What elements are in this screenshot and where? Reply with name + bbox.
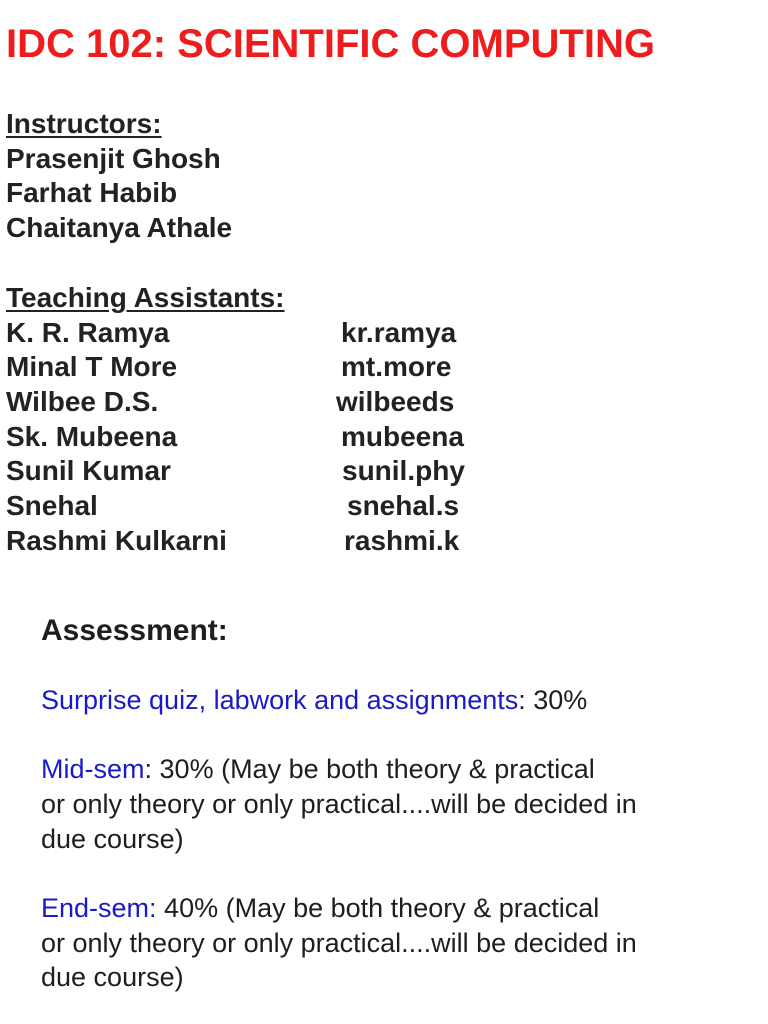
instructor-name: Farhat Habib [6, 177, 178, 209]
ta-id: rashmi.k [344, 524, 460, 556]
instructors-heading: Instructors: [6, 108, 162, 139]
ta-row [6, 316, 457, 351]
ta-row [6, 524, 460, 559]
instructors-section [6, 107, 232, 246]
ta-name: Snehal [6, 490, 98, 522]
assessment-item-quiz [41, 683, 741, 718]
assessment-text: 30% [533, 684, 588, 715]
ta-name: Minal T More [6, 351, 178, 383]
ta-name: Sk. Mubeena [6, 420, 178, 452]
ta-name: K. R. Ramya [6, 316, 170, 348]
ta-name: Rashmi Kulkarni [6, 524, 227, 556]
ta-name: Sunil Kumar [6, 455, 171, 487]
assessment-text: or only theory or only practical....will be decided in [41, 788, 637, 819]
assessment-separator: : [144, 754, 160, 785]
ta-row [6, 350, 452, 385]
assessment-heading: Assessment: [41, 614, 228, 647]
instructor-name: Prasenjit Ghosh [6, 142, 221, 174]
assessment-item-endsem [41, 891, 741, 995]
ta-id: sunil.phy [342, 455, 465, 487]
assessment-separator: : [518, 684, 534, 715]
ta-id: mubeena [341, 420, 464, 452]
assessment-text: 30% (May be both theory & practical [159, 754, 595, 785]
ta-id: mt.more [341, 351, 452, 383]
assessment-text: 40% (May be both theory & practical [164, 892, 600, 923]
ta-row [6, 385, 455, 420]
instructor-name: Chaitanya Athale [6, 212, 233, 244]
teaching-assistants-section [6, 281, 465, 559]
assessment-section [41, 614, 741, 1024]
assessment-label: Surprise quiz, labwork and assignments [41, 684, 519, 715]
ta-name: Wilbee D.S. [6, 386, 159, 418]
ta-id: wilbeeds [336, 386, 455, 418]
ta-id: kr.ramya [341, 316, 457, 348]
assessment-text: due course) [41, 823, 184, 854]
teaching-assistants-heading: Teaching Assistants: [6, 282, 285, 313]
ta-row [6, 454, 465, 489]
assessment-label: End-sem: [41, 892, 165, 923]
ta-row [6, 420, 464, 455]
assessment-label: Mid-sem [41, 754, 145, 785]
assessment-text: due course) [41, 962, 184, 993]
ta-id: snehal.s [347, 490, 460, 522]
assessment-item-midsem [41, 752, 741, 856]
assessment-text: or only theory or only practical....will be decided in [41, 927, 637, 958]
page-title: IDC 102: SCIENTIFIC COMPUTING [6, 22, 655, 66]
ta-row [6, 489, 460, 524]
